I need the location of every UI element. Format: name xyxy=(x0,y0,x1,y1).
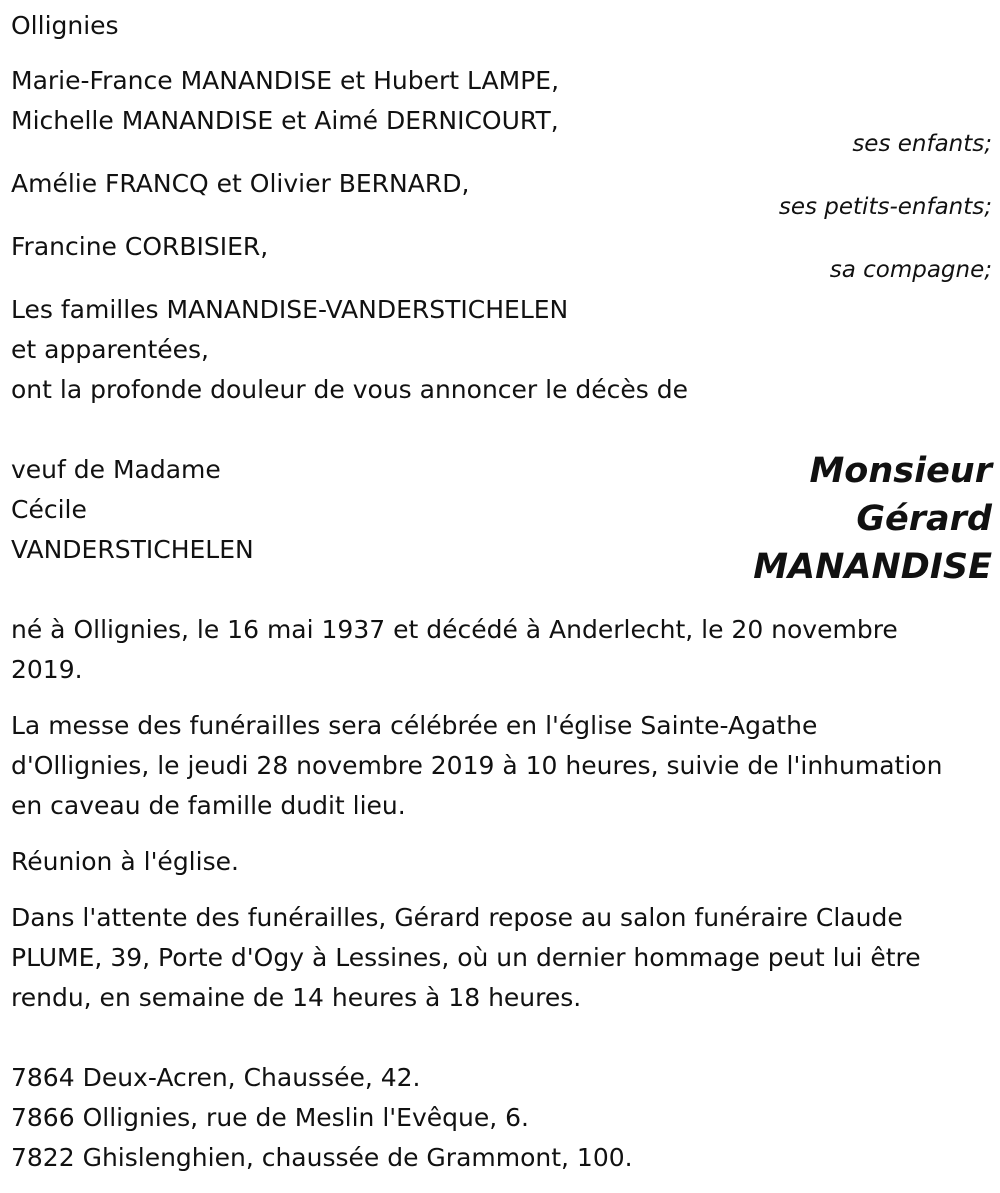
grandchildren-role: ses petits-enfants; xyxy=(778,194,992,220)
death-notice xyxy=(11,0,992,1193)
families-line: Les familles MANANDISE-VANDERSTICHELEN xyxy=(11,295,569,324)
spouse-line: VANDERSTICHELEN xyxy=(11,535,254,564)
viewing-line: PLUME, 39, Porte d'Ogy à Lessines, où un dernier hommage peut lui être xyxy=(11,943,921,972)
deceased-last-name: MANANDISE xyxy=(753,547,992,587)
birth-death-line: 2019. xyxy=(11,655,83,684)
birth-death-line: né à Ollignies, le 16 mai 1937 et décédé à Anderlecht, le 20 novembre xyxy=(11,615,898,644)
funeral-mass-line: en caveau de famille dudit lieu. xyxy=(11,791,406,820)
families-line: et apparentées, xyxy=(11,335,209,364)
companion-role: sa compagne; xyxy=(829,257,992,283)
address-line: 7822 Ghislenghien, chaussée de Grammont, 100. xyxy=(11,1143,633,1172)
address-line: 7866 Ollignies, rue de Meslin l'Evêque, 6. xyxy=(11,1103,529,1132)
spouse-line: Cécile xyxy=(11,495,87,524)
child-line: Michelle MANANDISE et Aimé DERNICOURT, xyxy=(11,106,559,135)
children-role: ses enfants; xyxy=(852,131,992,157)
viewing-line: rendu, en semaine de 14 heures à 18 heures. xyxy=(11,983,582,1012)
meeting-line: Réunion à l'église. xyxy=(11,847,239,876)
companion-line: Francine CORBISIER, xyxy=(11,232,269,261)
spouse-line: veuf de Madame xyxy=(11,455,221,484)
address-line: 7864 Deux-Acren, Chaussée, 42. xyxy=(11,1063,421,1092)
funeral-mass-line: d'Ollignies, le jeudi 28 novembre 2019 à 10 heures, suivie de l'inhumation xyxy=(11,751,943,780)
viewing-line: Dans l'attente des funérailles, Gérard repose au salon funéraire Claude xyxy=(11,903,903,932)
deceased-first-name: Gérard xyxy=(856,499,992,539)
funeral-mass-line: La messe des funérailles sera célébrée en l'église Sainte-Agathe xyxy=(11,711,818,740)
location-header: Ollignies xyxy=(11,11,119,40)
deceased-title: Monsieur xyxy=(809,451,992,491)
grandchildren-line: Amélie FRANCQ et Olivier BERNARD, xyxy=(11,169,470,198)
families-line: ont la profonde douleur de vous annoncer le décès de xyxy=(11,375,689,404)
child-line: Marie-France MANANDISE et Hubert LAMPE, xyxy=(11,66,560,95)
